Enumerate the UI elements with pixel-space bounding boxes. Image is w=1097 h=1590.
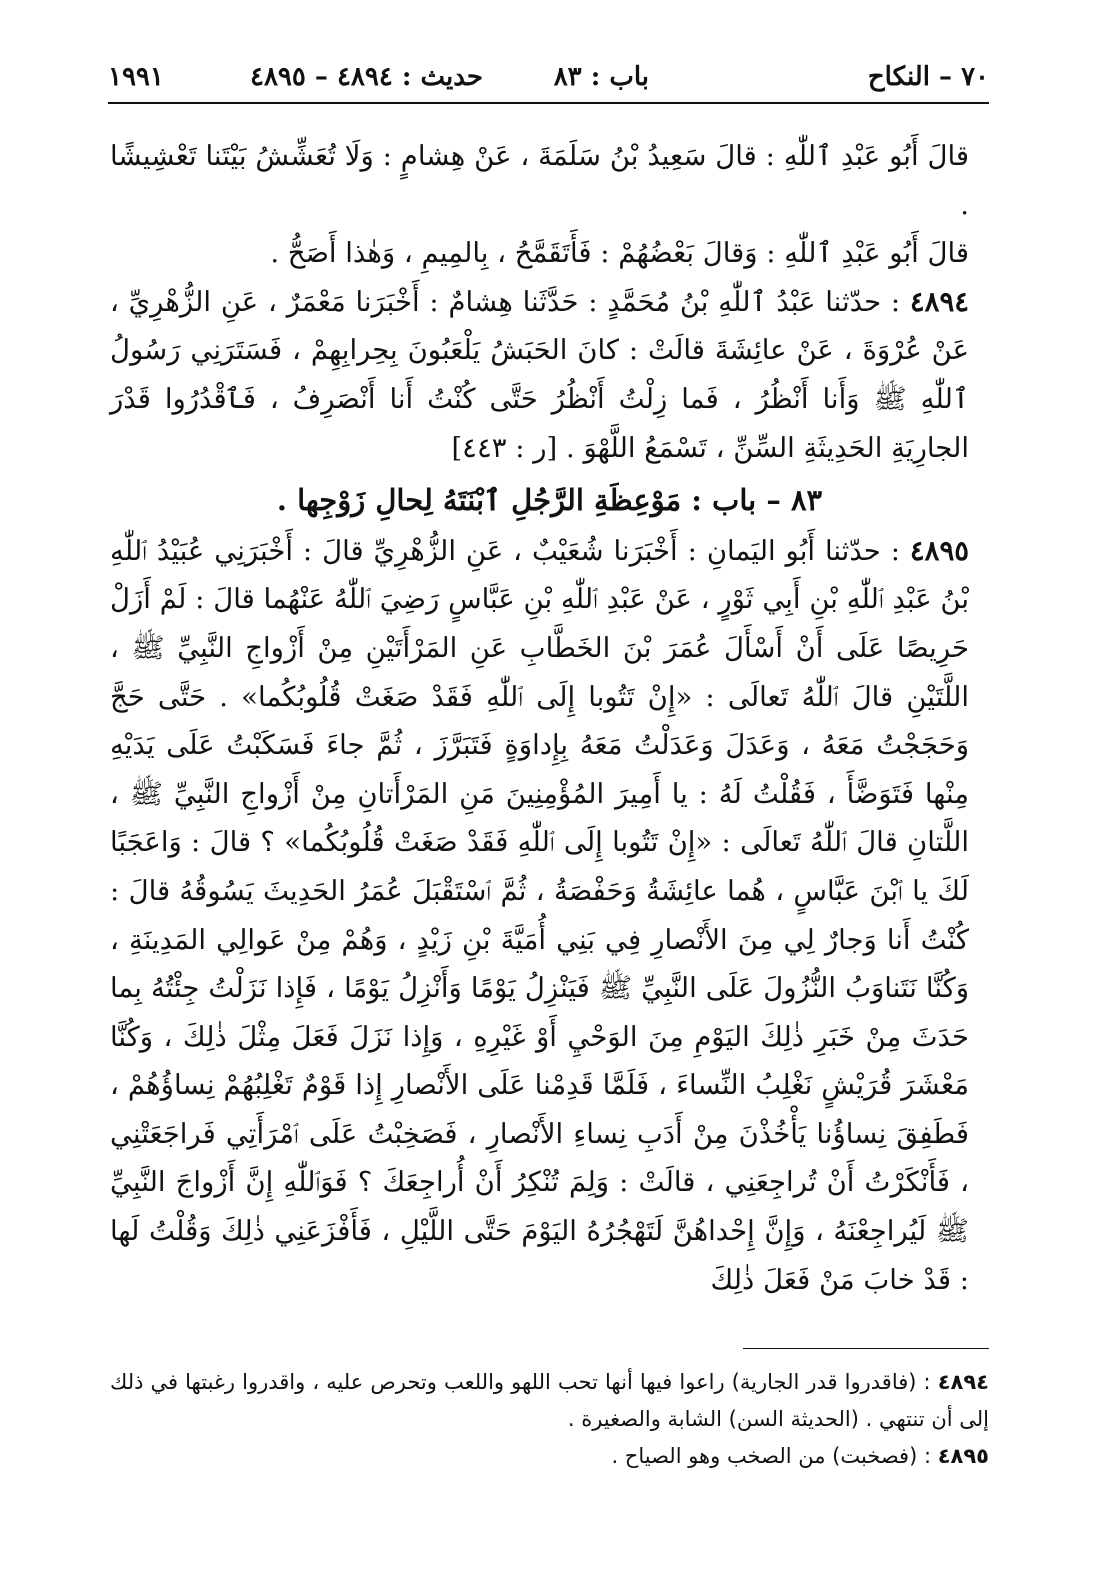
hadith-text: : حدّثنا عَبْدُ ٱللّٰهِ بْنُ مُحَمَّدٍ : حَدَّثَنا هِشامٌ : أَخْبَرَنا مَعْمَرٌ ، عَنِ الزُّهْرِيِّ ، عَنْ عُرْوَةَ ، عَنْ عائِشَةَ قالَتْ : كانَ الحَبَشُ يَلْعَبُونَ بِحِرابِهِمْ ، فَسَتَرَنِي رَسُولُ ٱللّٰهِ ﷺ وَأَنا أَنْظُرُ ، فَما زِلْتُ أَنْظُرُ حَتَّى كُنْتُ أَنا أَنْصَرِفُ ، فَٱقْدُرُوا قَدْرَ الجارِيَةِ الحَدِيثَةِ السِّنِّ ، تَسْمَعُ اللَّهْوَ . xyxy=(110,285,969,464)
header-bab-number: باب : ٨٣ xyxy=(553,62,649,92)
footnote-text: : (فاقدروا قدر الجارية) راعوا فيها أنها تحب اللهو واللعب وتحرص عليه ، واقدروا رغبتها في ذلك إلى أن تنتهي . (الحديثة السن) الشابة والصغيرة . xyxy=(110,1370,989,1431)
footnote-text: : (فصخبت) من الصخب وهو الصياح . xyxy=(611,1444,938,1468)
footnotes xyxy=(110,1364,989,1475)
hadith-4894 xyxy=(110,278,989,472)
hadith-number: ٤٨٩٥ xyxy=(909,534,969,567)
paragraph-abu-abdullah-2: قالَ أَبُو عَبْدِ ٱللّٰهِ : وَقالَ بَعْضُهُمْ : فَأَتَقَمَّحُ ، بِالمِيمِ ، وَهٰذا أَصَحُّ . xyxy=(270,237,969,270)
footnote-number: ٤٨٩٤ xyxy=(937,1370,989,1394)
main-text xyxy=(110,132,989,1304)
hadith-4895 xyxy=(110,527,989,1305)
hadith-text: : حدّثنا أَبُو اليَمانِ : أَخْبَرَنا شُعَيْبٌ ، عَنِ الزُّهْرِيِّ قالَ : أَخْبَرَنِي عُبَيْدُ ٱللّٰهِ بْنُ عَبْدِ ٱللّٰهِ بْنِ أَبِي ثَوْرٍ ، عَنْ عَبْدِ ٱللّٰهِ بْنِ عَبَّاسٍ رَضِيَ ٱللّٰهُ عَنْهُما قالَ : لَمْ أَزَلْ حَرِيصًا عَلَى أَنْ أَسْأَلَ عُمَرَ بْنَ الخَطَّابِ عَنِ المَرْأَتَيْنِ مِنْ أَزْواجِ النَّبِيِّ ﷺ ، اللَّتَيْنِ قالَ ٱللّٰهُ تَعالَى : «إِنْ تَتُوبا إِلَى ٱللّٰهِ فَقَدْ صَغَتْ قُلُوبُكُما» . حَتَّى حَجَّ وَحَجَجْتُ مَعَهُ ، وَعَدَلَ وَعَدَلْتُ مَعَهُ بِإِداوَةٍ فَتَبَرَّزَ ، ثُمَّ جاءَ فَسَكَبْتُ عَلَى يَدَيْهِ مِنْها فَتَوَضَّأَ ، فَقُلْتُ لَهُ : يا أَمِيرَ المُؤْمِنِينَ مَنِ المَرْأَتانِ مِنْ أَزْواجِ النَّبِيِّ ﷺ ، اللَّتانِ قالَ ٱللّٰهُ تَعالَى : «إِنْ تَتُوبا إِلَى ٱللّٰهِ فَقَدْ صَغَتْ قُلُوبُكُما» ؟ قالَ : وَاعَجَبًا لَكَ يا ٱبْنَ عَبَّاسٍ ، هُما عائِشَةُ وَحَفْصَةُ ، ثُمَّ ٱسْتَقْبَلَ عُمَرُ الحَدِيثَ يَسُوقُهُ قالَ : كُنْتُ أَنا وَجارٌ لِي مِنَ الأَنْصارِ فِي بَنِي أُمَيَّةَ بْنِ زَيْدٍ ، وَهُمْ مِنْ عَوالِي المَدِينَةِ ، وَكُنَّا نَتَناوَبُ النُّزُولَ عَلَى النَّبِيِّ ﷺ فَيَنْزِلُ يَوْمًا وَأَنْزِلُ يَوْمًا ، فَإِذا نَزَلْتُ جِئْتُهُ بِما حَدَثَ مِنْ خَبَرِ ذٰلِكَ اليَوْمِ مِنَ الوَحْيِ أَوْ غَيْرِهِ ، وَإِذا نَزَلَ فَعَلَ مِثْلَ ذٰلِكَ ، وَكُنَّا مَعْشَرَ قُرَيْشٍ نَغْلِبُ النِّساءَ ، فَلَمَّا قَدِمْنا عَلَى الأَنْصارِ إِذا قَوْمٌ تَغْلِبُهُمْ نِساؤُهُمْ ، فَطَفِقَ نِساؤُنا يَأْخُذْنَ مِنْ أَدَبِ نِساءِ الأَنْصارِ ، فَصَخِبْتُ عَلَى ٱمْرَأَتِي فَراجَعَتْنِي ، فَأَنْكَرْتُ أَنْ تُراجِعَنِي ، قالَتْ : وَلِمَ تُنْكِرُ أَنْ أُراجِعَكَ ؟ فَوَٱللّٰهِ إِنَّ أَزْواجَ النَّبِيِّ ﷺ لَيُراجِعْنَهُ ، وَإِنَّ إِحْداهُنَّ لَتَهْجُرُهُ اليَوْمَ حَتَّى اللَّيْلِ ، فَأَفْزَعَنِي ذٰلِكَ وَقُلْتُ لَها : قَدْ خابَ مَنْ فَعَلَ ذٰلِكَ xyxy=(110,534,969,1296)
header-chapter-title: ٧٠ – النكاح xyxy=(867,62,989,92)
header-hadith-range: حديث : ٤٨٩٤ – ٤٨٩٥ xyxy=(249,62,483,92)
paragraph-abu-abdullah-1: قالَ أَبُو عَبْدِ ٱللّٰهِ : قالَ سَعِيدُ بْنُ سَلَمَةَ ، عَنْ هِشامٍ : وَلَا تُعَشِّشُ بَيْتَنا تَعْشِيشًا . xyxy=(110,140,969,221)
footnote-number: ٤٨٩٥ xyxy=(937,1444,989,1468)
header-page-number: ١٩٩١ xyxy=(108,62,164,92)
running-header xyxy=(108,52,989,104)
chapter-heading: ٨٣ – باب : مَوْعِظَةِ الرَّجُلِ ٱبْنَتَهُ لِحالِ زَوْجِها . xyxy=(276,483,823,518)
footnote-separator xyxy=(743,1348,989,1349)
hadith-number: ٤٨٩٤ xyxy=(909,285,969,318)
cross-reference: [ر : ٤٤٣] xyxy=(451,431,558,464)
footnote-4895 xyxy=(110,1438,989,1475)
footnote-4894 xyxy=(110,1364,989,1438)
